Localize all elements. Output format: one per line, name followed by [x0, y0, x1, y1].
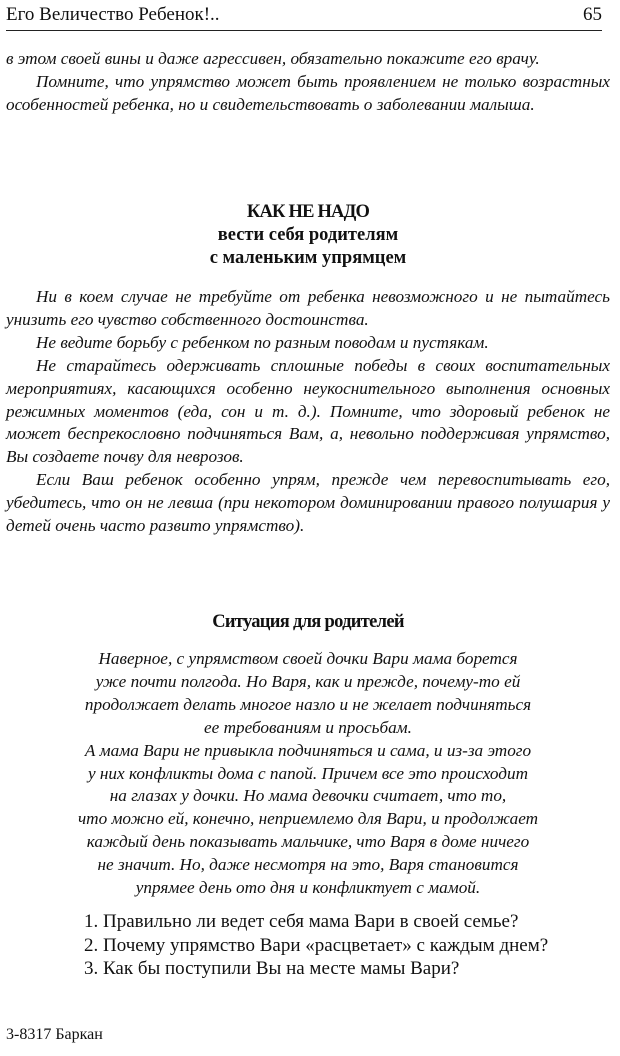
- question-item: 2. Почему упрямство Вари «расцветает» с каждым днем?: [84, 934, 549, 956]
- situation-line: А мама Вари не привыкла подчиняться и сама, и из-за этого: [84, 740, 532, 760]
- question-item: 3. Как бы поступили Вы на месте мамы Вари?: [84, 958, 460, 979]
- situation-line: что можно ей, конечно, неприемлемо для Вари, и продолжает: [77, 809, 539, 829]
- situation-line: ее требованиям и просьбам.: [204, 717, 412, 737]
- situation-line: каждый день показывать мальчике, что Варя в доме ничего: [86, 832, 530, 852]
- situation-line: не значит. Но, даже несмотря на это, Варя становится: [97, 855, 519, 875]
- paragraph: Не старайтесь одерживать сплошные победы в своих воспитательных мероприятиях, касающихся особенно неукоснительного выполнения основных режимных моментов (еда, сон и т. д.). Помните, что здоровый ребенок не может беспрекословно подчиняться Вам, а, невольно поддерживая упрямство, Вы создаете почву для неврозов.: [6, 355, 610, 467]
- situation-line: продолжает делать многое назло и не желает подчиняться: [84, 694, 532, 714]
- situation-heading: Ситуация для родителей: [212, 612, 404, 632]
- paragraph: в этом своей вины и даже агрессивен, обязательно покажите его врачу.: [6, 49, 540, 68]
- situation-line: у них конфликты дома с папой. Причем все это происходит: [87, 763, 528, 783]
- section-heading-line: вести себя родителям: [217, 225, 399, 245]
- intro-text: [6, 48, 610, 117]
- section-heading-line: КАК НЕ НАДО: [246, 202, 370, 222]
- paragraph: Не ведите борьбу с ребенком по разным поводам и пустякам.: [36, 332, 489, 352]
- paragraph: Помните, что упрямство может быть проявлением не только возрастных особенностей ребенка, но и свидетельствовать о заболевании малыша.: [6, 71, 610, 114]
- situation-line: уже почти полгода. Но Варя, как и прежде, почему-то ей: [95, 671, 521, 691]
- footer-signature: 3-8317 Баркан: [6, 1026, 103, 1043]
- running-title: Его Величество Ребенок!..: [6, 4, 220, 25]
- situation-text: [6, 648, 610, 900]
- situation-line: Наверное, с упрямством своей дочки Вари мама борется: [98, 649, 518, 668]
- question-item: 1. Правильно ли ведет себя мама Вари в своей семье?: [84, 911, 519, 932]
- questions-list: [84, 910, 610, 981]
- paragraph: Ни в коем случае не требуйте от ребенка невозможного и не пытайтесь унизить его чувство собственного достоинства.: [6, 287, 610, 329]
- section-heading: [6, 201, 610, 270]
- paragraph: Если Ваш ребенок особенно упрям, прежде чем перевоспитывать его, убедитесь, что он не левша (при некотором доминировании правого полушария у детей очень часто развито упрямство).: [6, 470, 610, 536]
- page-number: 65: [583, 4, 602, 25]
- section-text: [6, 286, 610, 538]
- running-header: [6, 4, 602, 31]
- situation-line: упрямее день ото дня и конфликтует с мамой.: [135, 878, 481, 898]
- section-heading-line: с маленьким упрямцем: [209, 248, 407, 268]
- situation-line: на глазах у дочки. Но мама девочки считает, что то,: [109, 786, 507, 806]
